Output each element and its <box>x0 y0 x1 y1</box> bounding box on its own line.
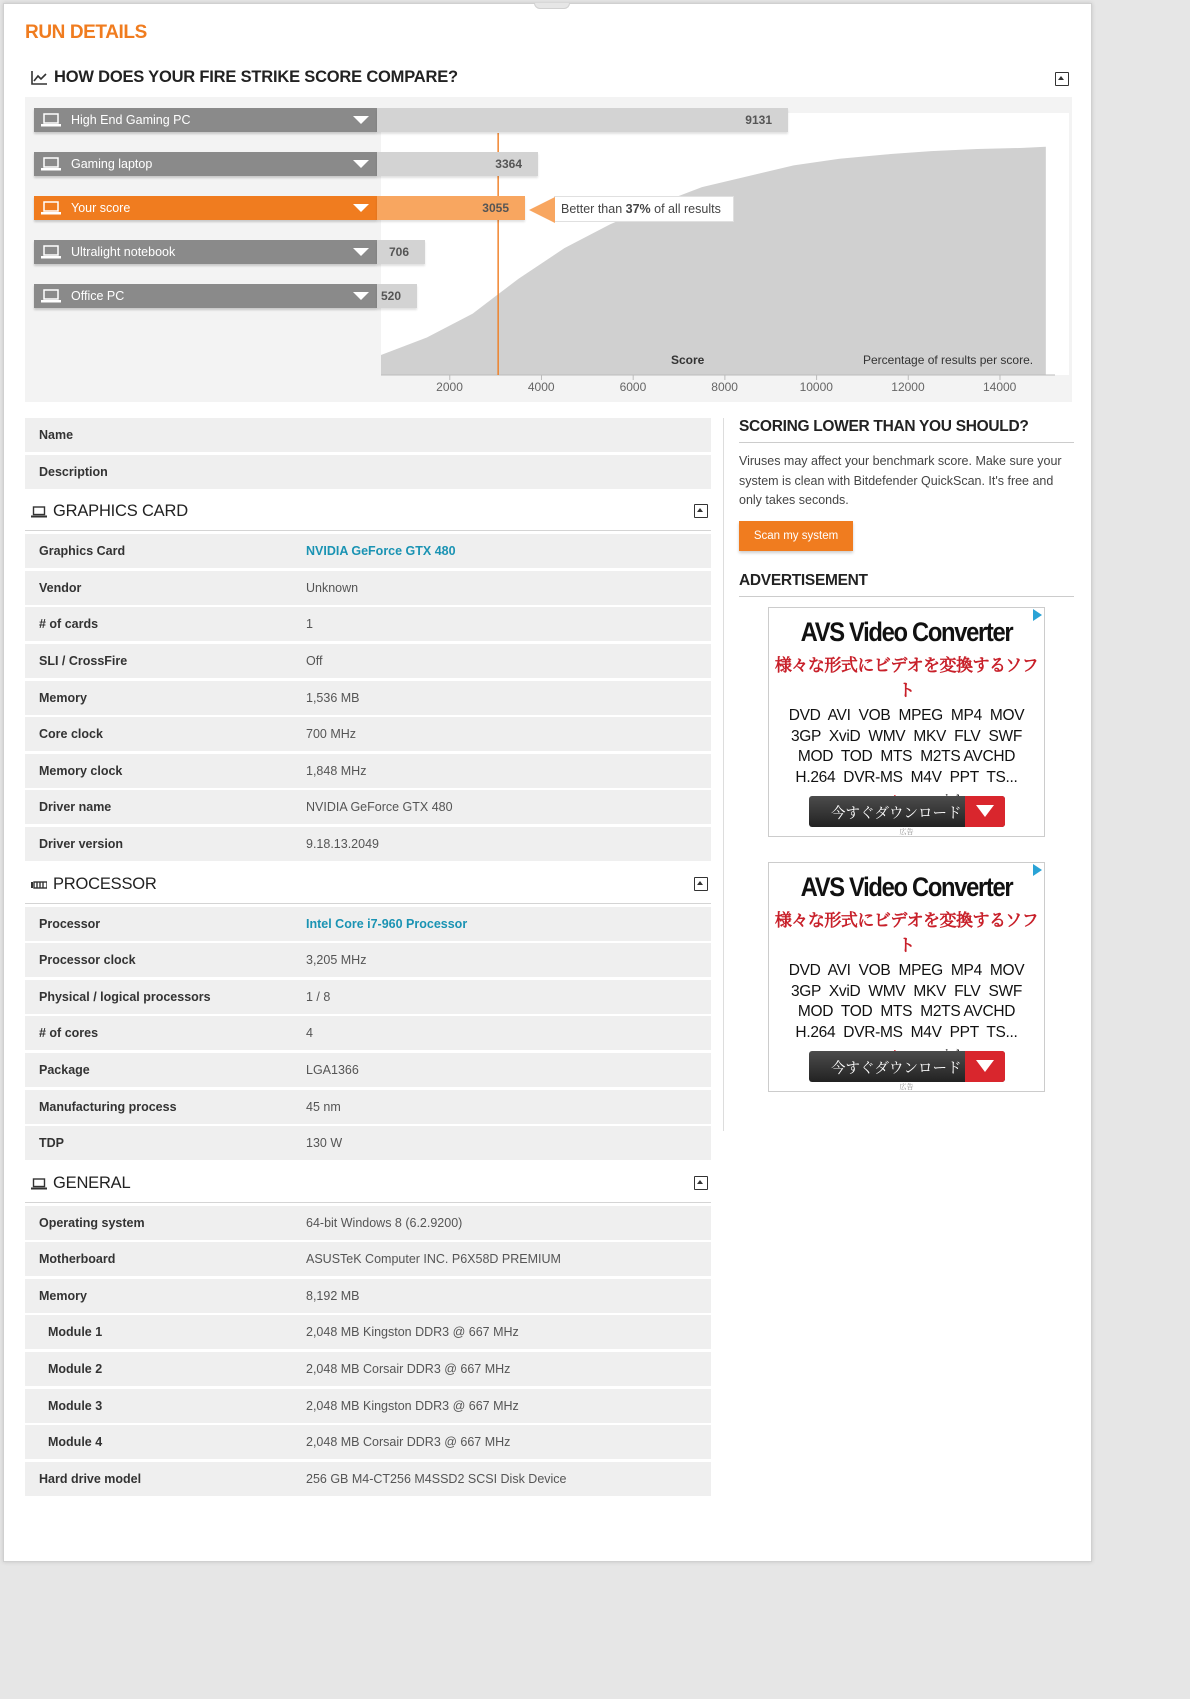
ad-disclosure: 広告 <box>899 1084 914 1091</box>
detail-row <box>25 644 711 678</box>
tab-notch <box>534 3 570 9</box>
detail-value: 9.18.13.2049 <box>306 836 379 851</box>
detail-key: # of cores <box>39 1026 99 1041</box>
download-arrow-icon <box>965 796 1005 827</box>
detail-key: Motherboard <box>39 1252 116 1267</box>
detail-value: 45 nm <box>306 1099 341 1114</box>
chevron-down-icon[interactable] <box>353 160 369 168</box>
ad-disclosure: 広告 <box>899 829 914 836</box>
score-value: 3364 <box>495 157 522 171</box>
detail-row <box>25 1126 711 1160</box>
general-title: GENERAL <box>53 1173 131 1192</box>
detail-row <box>25 455 711 489</box>
detail-value: 1 / 8 <box>306 989 331 1004</box>
score-bar <box>377 284 417 308</box>
detail-row <box>25 980 711 1014</box>
detail-value: ASUSTeK Computer INC. P6X58D PREMIUM <box>306 1252 561 1267</box>
collapse-processor-button[interactable] <box>694 877 708 891</box>
detail-value: 700 MHz <box>306 727 357 742</box>
chevron-down-icon[interactable] <box>353 292 369 300</box>
detail-row <box>25 1279 711 1313</box>
detail-value: 2,048 MB Corsair DDR3 @ 667 MHz <box>306 1435 511 1450</box>
score-value: 520 <box>380 289 401 303</box>
laptop-icon <box>41 245 61 259</box>
scoring-lower-text: Viruses may affect your benchmark score. Make sure your system is clean with Bitdefender QuickScan. It's free and only takes seconds. <box>739 454 1062 507</box>
detail-row <box>25 1352 711 1386</box>
score-category-dropdown[interactable] <box>34 196 377 220</box>
percentile-callout: Better than 37% of all results <box>554 196 734 222</box>
detail-row <box>25 1206 711 1240</box>
x-tick-label: 12000 <box>891 380 925 394</box>
score-bar <box>377 196 525 220</box>
detail-row <box>25 1389 711 1423</box>
detail-value: 1 <box>306 617 313 632</box>
detail-value: 2,048 MB Kingston DDR3 @ 667 MHz <box>306 1325 519 1340</box>
compare-header <box>25 62 1072 96</box>
ad-subtitle: 様々な形式にビデオを変換するソフト <box>774 911 1039 955</box>
detail-value: 3,205 MHz <box>306 953 367 968</box>
score-category-dropdown[interactable] <box>34 108 377 132</box>
detail-row <box>25 1425 711 1459</box>
ad-subtitle: 様々な形式にビデオを変換するソフト <box>774 656 1039 700</box>
detail-value: LGA1366 <box>306 1062 359 1077</box>
chevron-down-icon[interactable] <box>353 248 369 256</box>
detail-value: Unknown <box>306 580 359 595</box>
x-axis-label: Score <box>671 353 705 367</box>
ad-download-button[interactable] <box>809 1051 1005 1082</box>
score-value: 706 <box>388 245 409 259</box>
laptop-icon <box>41 201 61 215</box>
detail-key: Core clock <box>39 727 103 742</box>
detail-key: Description <box>39 464 108 479</box>
detail-row <box>25 827 711 861</box>
x-tick-label: 10000 <box>799 380 833 394</box>
detail-key: Memory <box>39 690 87 705</box>
scan-my-system-button[interactable]: Scan my system <box>739 521 853 551</box>
chart-icon <box>31 71 47 85</box>
detail-key: # of cards <box>39 617 99 632</box>
x-tick-label: 2000 <box>436 380 463 394</box>
detail-row <box>25 607 711 641</box>
ad-download-label: 今すぐダウンロード <box>831 1061 962 1077</box>
x-tick-label: 4000 <box>527 380 555 394</box>
ad-format-line: MOD TOD MTS M2TS AVCHD <box>797 748 1016 765</box>
x-tick-label: 14000 <box>982 380 1017 394</box>
score-bar <box>377 152 538 176</box>
detail-row <box>25 1315 711 1349</box>
detail-key: Driver name <box>39 800 112 815</box>
processor-header <box>25 864 711 904</box>
laptop-icon <box>41 113 61 127</box>
detail-key: Name <box>39 428 74 442</box>
score-category-label: Office PC <box>71 289 125 303</box>
score-comparison-chart <box>25 97 1072 402</box>
ad-formats <box>769 961 1044 1043</box>
detail-value: Off <box>306 653 323 668</box>
detail-value: 2,048 MB Kingston DDR3 @ 667 MHz <box>306 1398 519 1413</box>
detail-key: TDP <box>39 1136 64 1151</box>
score-bar <box>377 108 788 132</box>
ad-banner[interactable] <box>768 862 1045 1092</box>
collapse-general-button[interactable] <box>694 1176 708 1190</box>
download-arrow-icon <box>965 1051 1005 1082</box>
detail-value: NVIDIA GeForce GTX 480 <box>306 800 453 815</box>
column-divider <box>723 418 724 1131</box>
detail-key: Hard drive model <box>39 1471 142 1486</box>
score-category-label: Your score <box>71 201 131 215</box>
ad-format-line: 3GP XviD WMV MKV FLV SWF <box>790 727 1022 745</box>
detail-row <box>25 943 711 977</box>
laptop-icon <box>41 157 61 171</box>
page-title: RUN DETAILS <box>25 22 147 43</box>
detail-row <box>25 534 711 568</box>
detail-value: 130 W <box>306 1136 343 1151</box>
score-category-label: Ultralight notebook <box>71 245 176 259</box>
ad-format-line: DVD AVI VOB MPEG MP4 MOV <box>788 962 1025 979</box>
detail-key: Operating system <box>39 1215 145 1230</box>
details-panel <box>25 418 711 1498</box>
detail-value: 4 <box>306 1026 313 1041</box>
detail-value: 256 GB M4-CT256 M4SSD2 SCSI Disk Device <box>306 1471 567 1486</box>
graphics-card-header <box>25 491 711 531</box>
ad-choices-icon[interactable] <box>1033 609 1042 621</box>
detail-value: 2,048 MB Corsair DDR3 @ 667 MHz <box>306 1362 511 1377</box>
detail-key: Module 2 <box>48 1362 103 1377</box>
ad-format-line: MOD TOD MTS M2TS AVCHD <box>797 1003 1016 1020</box>
detail-key: Module 4 <box>48 1435 103 1450</box>
detail-key: Module 1 <box>48 1325 103 1340</box>
detail-row <box>25 1053 711 1087</box>
page <box>3 3 1092 1562</box>
detail-key: Processor <box>39 916 101 931</box>
laptop-icon <box>31 506 47 518</box>
detail-row <box>25 907 711 941</box>
detail-value: 64-bit Windows 8 (6.2.9200) <box>306 1215 463 1230</box>
detail-key: SLI / CrossFire <box>39 653 128 668</box>
advertisement-title: ADVERTISEMENT <box>739 572 1074 597</box>
detail-value: 1,536 MB <box>306 690 360 705</box>
y-axis-label: Percentage of results per score. <box>863 353 1034 367</box>
detail-value: 8,192 MB <box>306 1288 360 1303</box>
detail-row <box>25 1462 711 1496</box>
score-category-label: Gaming laptop <box>71 157 153 171</box>
score-category-dropdown[interactable] <box>34 284 377 308</box>
score-category-label: High End Gaming PC <box>71 113 191 127</box>
collapse-graphics-button[interactable] <box>694 504 708 518</box>
graphics-card-title: GRAPHICS CARD <box>53 502 188 521</box>
sidebar <box>739 418 1074 1091</box>
collapse-compare-button[interactable] <box>1055 72 1069 86</box>
detail-key: Processor clock <box>39 953 136 968</box>
detail-key: Driver version <box>39 836 124 851</box>
detail-key: Graphics Card <box>39 544 126 559</box>
detail-row <box>25 1242 711 1276</box>
score-bar <box>377 240 425 264</box>
ad-format-line: DVD AVI VOB MPEG MP4 MOV <box>788 707 1025 724</box>
detail-row <box>25 717 711 751</box>
detail-key: Memory <box>39 1288 87 1303</box>
score-value: 9131 <box>745 113 772 127</box>
ad-format-line: H.264 DVR-MS M4V PPT TS... <box>795 768 1018 786</box>
detail-row <box>25 571 711 605</box>
compare-title: HOW DOES YOUR FIRE STRIKE SCORE COMPARE? <box>54 68 458 86</box>
ad-choices-icon[interactable] <box>1033 864 1042 876</box>
detail-row <box>25 790 711 824</box>
ad-headline: AVS Video Converter <box>800 617 1013 647</box>
detail-row <box>25 418 711 452</box>
x-tick-label: 6000 <box>619 380 647 394</box>
ad-format-line: 3GP XviD WMV MKV FLV SWF <box>790 982 1022 1000</box>
ad-formats <box>769 706 1044 788</box>
percentile-value: 37% <box>625 202 651 216</box>
ad-format-line: H.264 DVR-MS M4V PPT TS... <box>795 1023 1018 1041</box>
detail-key: Memory clock <box>39 763 123 778</box>
score-category-dropdown[interactable] <box>34 240 377 264</box>
detail-key: Physical / logical processors <box>39 989 211 1004</box>
detail-link[interactable]: Intel Core i7-960 Processor <box>306 916 468 931</box>
cpu-icon <box>31 879 47 891</box>
detail-row <box>25 1016 711 1050</box>
detail-key: Vendor <box>39 580 82 595</box>
ad-headline: AVS Video Converter <box>800 872 1013 902</box>
detail-row <box>25 1090 711 1124</box>
chevron-down-icon[interactable] <box>353 116 369 124</box>
detail-key: Package <box>39 1062 90 1077</box>
score-value: 3055 <box>482 201 509 215</box>
chevron-down-icon[interactable] <box>353 204 369 212</box>
detail-value: 1,848 MHz <box>306 763 367 778</box>
laptop-icon <box>31 1178 47 1190</box>
laptop-icon <box>41 289 61 303</box>
ad-banner[interactable] <box>768 607 1045 837</box>
general-header <box>25 1163 711 1203</box>
ad-download-label: 今すぐダウンロード <box>831 806 962 822</box>
detail-row <box>25 754 711 788</box>
scoring-lower-title: SCORING LOWER THAN YOU SHOULD? <box>739 418 1074 443</box>
detail-link[interactable]: NVIDIA GeForce GTX 480 <box>306 544 456 559</box>
score-category-dropdown[interactable] <box>34 152 377 176</box>
detail-row <box>25 681 711 715</box>
processor-title: PROCESSOR <box>53 874 157 893</box>
x-tick-label: 8000 <box>711 380 738 394</box>
ad-download-button[interactable] <box>809 796 1005 827</box>
detail-key: Manufacturing process <box>39 1099 177 1114</box>
detail-key: Module 3 <box>48 1398 103 1413</box>
